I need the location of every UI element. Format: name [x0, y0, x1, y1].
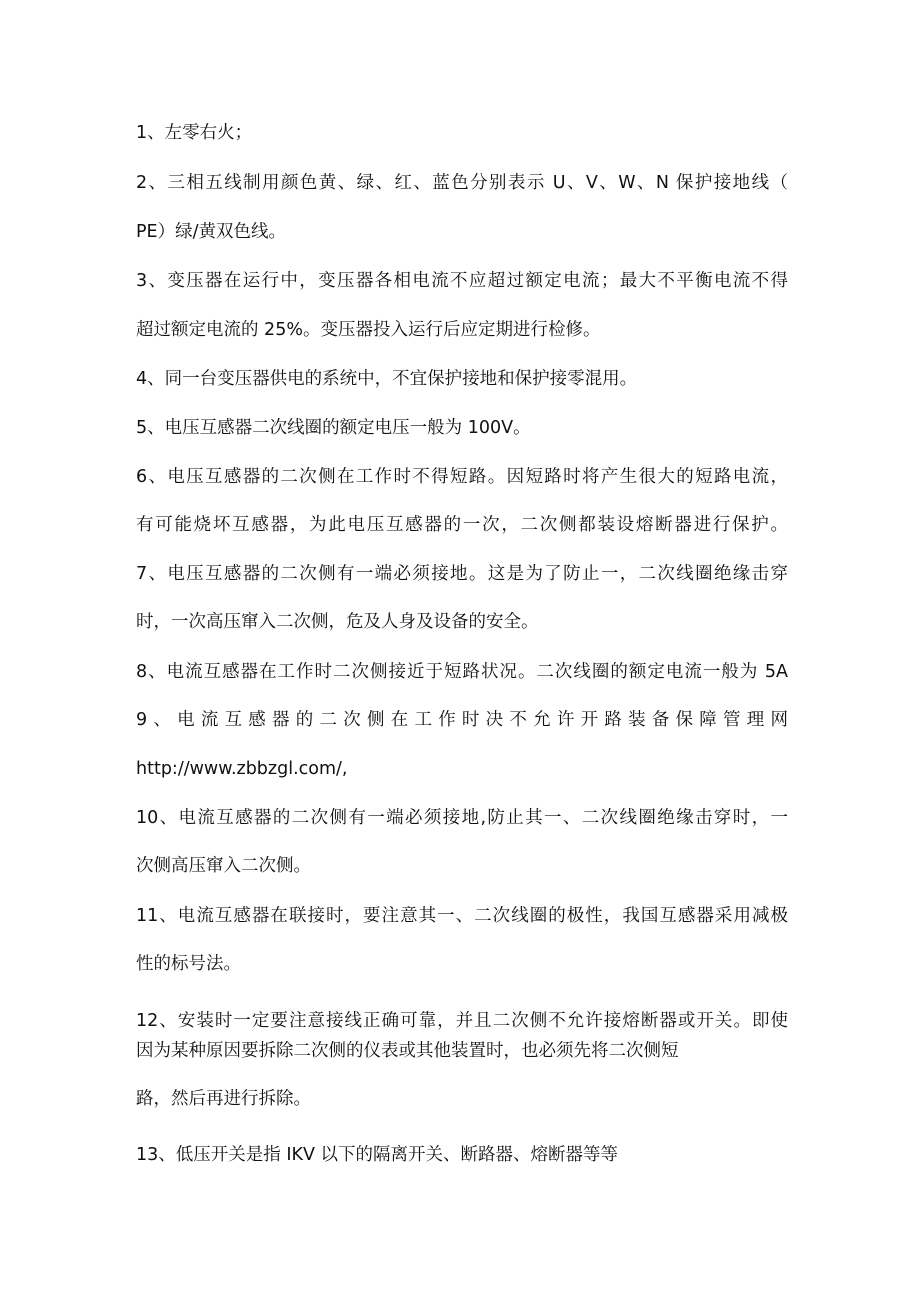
text-line-16: 次侧高压窜入二次侧。	[136, 856, 311, 876]
text-line-6: 4、同一台变压器供电的系统中，不宜保护接地和保护接零混用。	[136, 369, 638, 389]
text-line-14: http://www.zbbzgl.com/,	[136, 759, 348, 779]
text-line-8: 6、电压互感器的二次侧在工作时不得短路。因短路时将产生很大的短路电流，	[136, 467, 788, 487]
text-line-15: 10、电流互感器的二次侧有一端必须接地,防止其一、二次线圈绝缘击穿时，一	[136, 808, 788, 828]
text-line-17: 11、电流互感器在联接时，要注意其一、二次线圈的极性，我国互感器采用减极	[136, 906, 788, 926]
text-line-20: 因为某种原因要拆除二次侧的仪表或其他装置时，也必须先将二次侧短	[136, 1041, 679, 1061]
text-line-10: 7、电压互感器的二次侧有一端必须接地。这是为了防止一，二次线圈绝缘击穿	[136, 564, 788, 584]
text-line-11: 时，一次高压窜入二次侧，危及人身及设备的安全。	[136, 612, 539, 632]
text-line-2: 2、三相五线制用颜色黄、绿、红、蓝色分别表示 U、V、W、N 保护接地线（	[136, 173, 788, 193]
text-line-4: 3、变压器在运行中，变压器各相电流不应超过额定电流；最大不平衡电流不得	[136, 271, 788, 291]
text-line-18: 性的标号法。	[136, 954, 241, 974]
text-line-12: 8、电流互感器在工作时二次侧接近于短路状况。二次线圈的额定电流一般为 5A	[136, 662, 788, 682]
text-line-7: 5、电压互感器二次线圈的额定电压一般为 100V。	[136, 418, 531, 438]
text-line-9: 有可能烧坏互感器，为此电压互感器的一次，二次侧都装设熔断器进行保护。	[136, 515, 788, 535]
text-line-13: 9、电流互感器的二次侧在工作时决不允许开路装备保障管理网	[136, 710, 788, 730]
text-line-3: PE）绿/黄双色线。	[136, 222, 287, 242]
text-line-21: 路，然后再进行拆除。	[136, 1089, 311, 1109]
text-line-22: 13、低压开关是指 IKV 以下的隔离开关、断路器、熔断器等等	[136, 1145, 619, 1165]
text-line-1: 1、左零右火；	[136, 123, 253, 143]
text-line-5: 超过额定电流的 25%。变压器投入运行后应定期进行检修。	[136, 320, 601, 340]
text-line-19: 12、安装时一定要注意接线正确可靠，并且二次侧不允许接熔断器或开关。即使	[136, 1011, 788, 1031]
